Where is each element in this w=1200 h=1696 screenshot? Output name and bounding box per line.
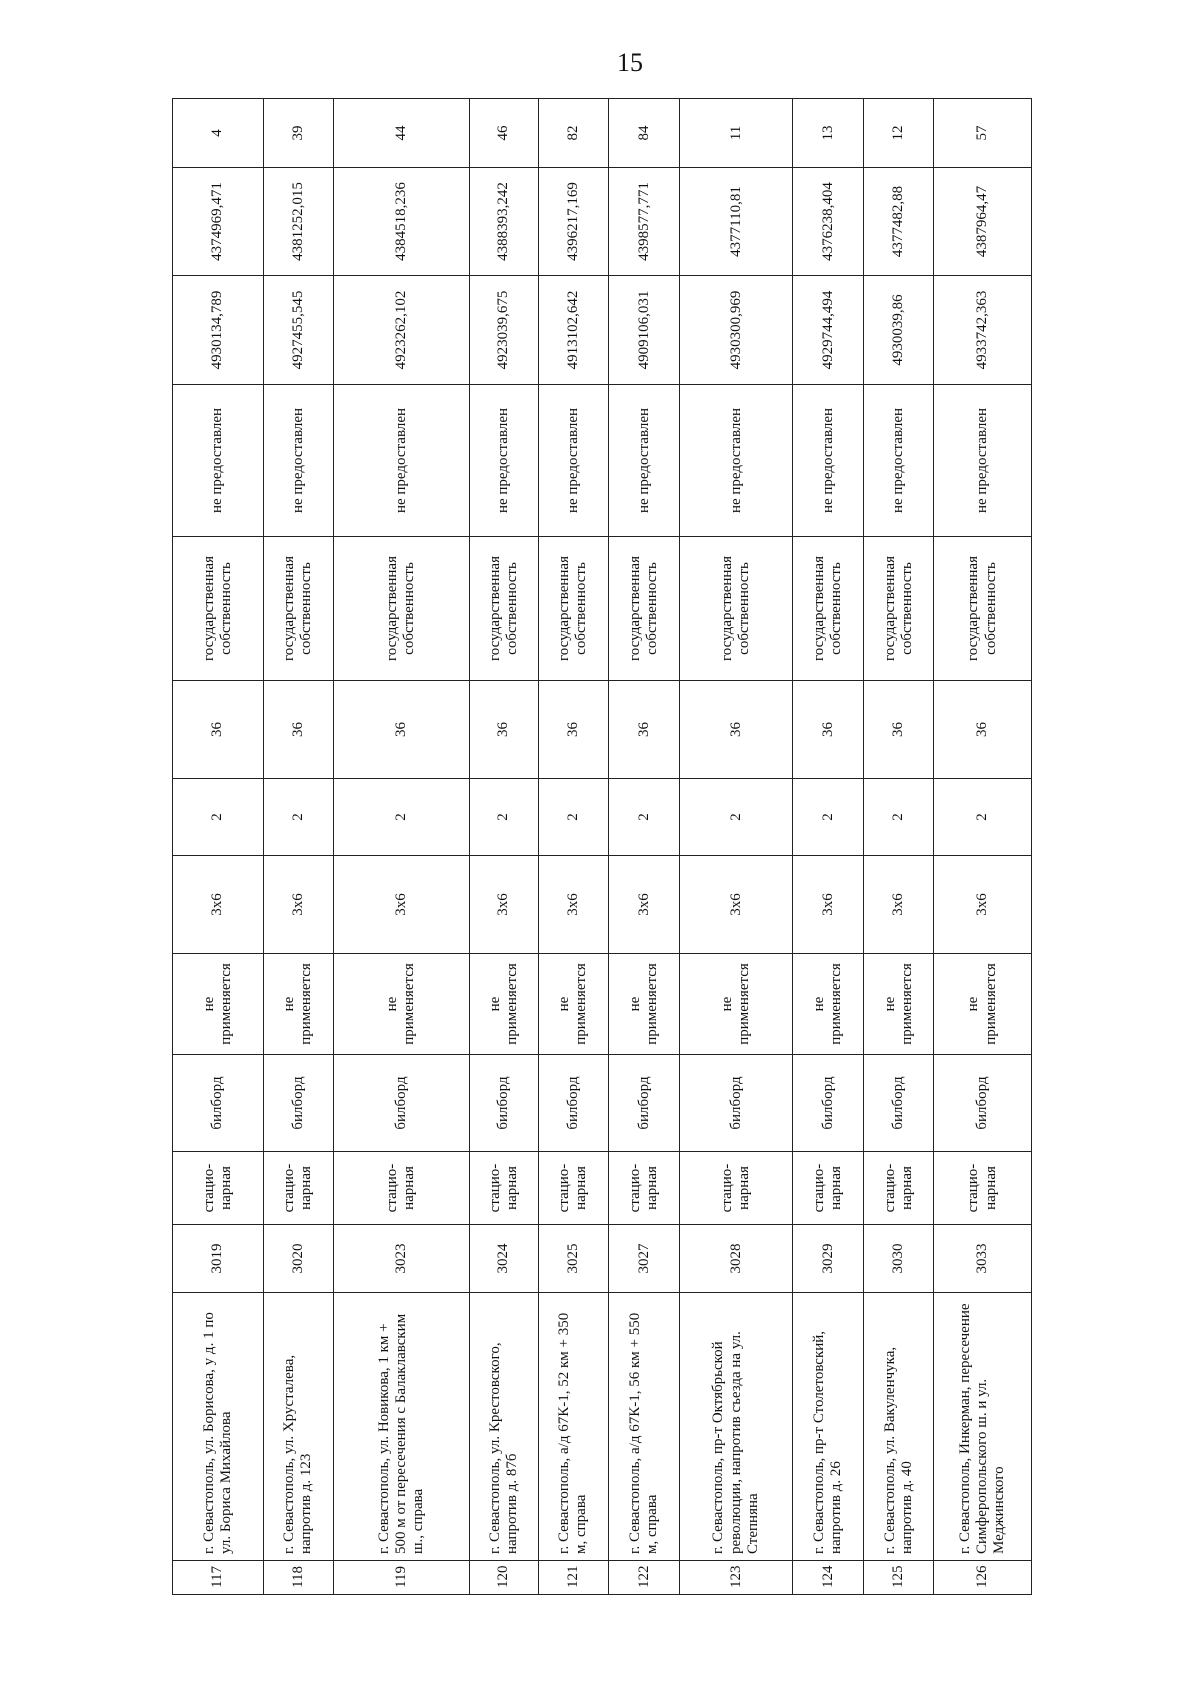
- sides-count: 2: [680, 779, 793, 856]
- ownership: государственная собственность: [609, 537, 680, 681]
- address-cell: г. Севастополь, ул. Вакуленчука, напротив д. 40: [864, 1293, 934, 1561]
- row-number: 119: [334, 1561, 470, 1595]
- construction-kind: билборд: [538, 1055, 608, 1152]
- ownership: государственная собственность: [334, 537, 470, 681]
- construction-id: 3029: [793, 1225, 864, 1293]
- row-number: 126: [934, 1561, 1032, 1595]
- cadastral-number: не предоставлен: [173, 385, 264, 537]
- surface-size: 3x6: [609, 856, 680, 954]
- lighting: не применяется: [538, 954, 608, 1055]
- coordinate-y: 4388393,242: [469, 168, 538, 276]
- map-reference: 4: [173, 99, 264, 168]
- sides-count: 2: [538, 779, 608, 856]
- table-row: [609, 99, 680, 1595]
- surface-size: 3x6: [469, 856, 538, 954]
- address-cell: г. Севастополь, ул. Хрусталева, напротив д. 123: [263, 1293, 333, 1561]
- surface-area: 36: [538, 681, 608, 779]
- address-cell: г. Севастополь, а/д 67К-1, 52 км + 350 м, справа: [538, 1293, 608, 1561]
- construction-id: 3027: [609, 1225, 680, 1293]
- coordinate-y: 4376238,404: [793, 168, 864, 276]
- coordinate-x: 4930134,789: [173, 276, 264, 385]
- cadastral-number: не предоставлен: [538, 385, 608, 537]
- coordinate-y: 4377110,81: [680, 168, 793, 276]
- construction-id: 3025: [538, 1225, 608, 1293]
- construction-id: 3024: [469, 1225, 538, 1293]
- row-number: 123: [680, 1561, 793, 1595]
- construction-type: стацио-нарная: [793, 1152, 864, 1225]
- lighting: не применяется: [263, 954, 333, 1055]
- lighting: не применяется: [680, 954, 793, 1055]
- construction-kind: билборд: [680, 1055, 793, 1152]
- construction-type: стацио-нарная: [864, 1152, 934, 1225]
- table-row: [263, 99, 333, 1595]
- map-reference: 57: [934, 99, 1032, 168]
- lighting: не применяется: [864, 954, 934, 1055]
- map-reference: 11: [680, 99, 793, 168]
- surface-size: 3x6: [538, 856, 608, 954]
- address-cell: г. Севастополь, ул. Борисова, у д. 1 по ул. Бориса Михайлова: [173, 1293, 264, 1561]
- cadastral-number: не предоставлен: [680, 385, 793, 537]
- construction-type: стацио-нарная: [334, 1152, 470, 1225]
- rotated-table-frame: [172, 99, 1032, 1595]
- table-row: [934, 99, 1032, 1595]
- address-cell: г. Севастополь, Инкерман, пересечение Симферопольского ш. и ул. Меджинского: [934, 1293, 1032, 1561]
- lighting: не применяется: [934, 954, 1032, 1055]
- surface-area: 36: [469, 681, 538, 779]
- ownership: государственная собственность: [864, 537, 934, 681]
- surface-size: 3x6: [864, 856, 934, 954]
- address-cell: г. Севастополь, ул. Новикова, 1 км + 500 м от пересечения с Балаклавским ш., справа: [334, 1293, 470, 1561]
- surface-area: 36: [934, 681, 1032, 779]
- construction-id: 3033: [934, 1225, 1032, 1293]
- registry-table-container: [172, 99, 1032, 1595]
- surface-area: 36: [263, 681, 333, 779]
- sides-count: 2: [334, 779, 470, 856]
- construction-kind: билборд: [609, 1055, 680, 1152]
- map-reference: 39: [263, 99, 333, 168]
- ownership: государственная собственность: [934, 537, 1032, 681]
- cadastral-number: не предоставлен: [793, 385, 864, 537]
- coordinate-x: 4927455,545: [263, 276, 333, 385]
- address-cell: г. Севастополь, ул. Крестовского, напротив д. 87б: [469, 1293, 538, 1561]
- ownership: государственная собственность: [793, 537, 864, 681]
- table-row: [864, 99, 934, 1595]
- coordinate-x: 4930039,86: [864, 276, 934, 385]
- table-row: [334, 99, 470, 1595]
- sides-count: 2: [173, 779, 264, 856]
- coordinate-x: 4923039,675: [469, 276, 538, 385]
- surface-area: 36: [609, 681, 680, 779]
- map-reference: 13: [793, 99, 864, 168]
- surface-area: 36: [173, 681, 264, 779]
- coordinate-y: 4374969,471: [173, 168, 264, 276]
- map-reference: 12: [864, 99, 934, 168]
- table-row: [680, 99, 793, 1595]
- construction-type: стацио-нарная: [263, 1152, 333, 1225]
- row-number: 121: [538, 1561, 608, 1595]
- construction-kind: билборд: [263, 1055, 333, 1152]
- surface-size: 3x6: [680, 856, 793, 954]
- lighting: не применяется: [334, 954, 470, 1055]
- sides-count: 2: [934, 779, 1032, 856]
- surface-area: 36: [864, 681, 934, 779]
- coordinate-x: 4929744,494: [793, 276, 864, 385]
- map-reference: 82: [538, 99, 608, 168]
- cadastral-number: не предоставлен: [469, 385, 538, 537]
- cadastral-number: не предоставлен: [263, 385, 333, 537]
- row-number: 120: [469, 1561, 538, 1595]
- page-number: 15: [617, 48, 643, 77]
- cadastral-number: не предоставлен: [934, 385, 1032, 537]
- coordinate-x: 4930300,969: [680, 276, 793, 385]
- surface-size: 3x6: [263, 856, 333, 954]
- construction-type: стацио-нарная: [469, 1152, 538, 1225]
- cadastral-number: не предоставлен: [864, 385, 934, 537]
- construction-kind: билборд: [334, 1055, 470, 1152]
- construction-kind: билборд: [934, 1055, 1032, 1152]
- row-number: 117: [173, 1561, 264, 1595]
- address-cell: г. Севастополь, пр-т Октябрьской революции, напротив съезда на ул. Степняна: [680, 1293, 793, 1561]
- lighting: не применяется: [173, 954, 264, 1055]
- address-cell: г. Севастополь, пр-т Столетовский, напротив д. 26: [793, 1293, 864, 1561]
- construction-type: стацио-нарная: [680, 1152, 793, 1225]
- construction-type: стацио-нарная: [934, 1152, 1032, 1225]
- construction-id: 3028: [680, 1225, 793, 1293]
- coordinate-y: 4398577,771: [609, 168, 680, 276]
- surface-size: 3x6: [334, 856, 470, 954]
- sides-count: 2: [469, 779, 538, 856]
- coordinate-y: 4384518,236: [334, 168, 470, 276]
- cadastral-number: не предоставлен: [609, 385, 680, 537]
- lighting: не применяется: [793, 954, 864, 1055]
- map-reference: 44: [334, 99, 470, 168]
- construction-id: 3023: [334, 1225, 470, 1293]
- ownership: государственная собственность: [263, 537, 333, 681]
- construction-id: 3020: [263, 1225, 333, 1293]
- table-row: [538, 99, 608, 1595]
- map-reference: 84: [609, 99, 680, 168]
- construction-type: стацио-нарная: [609, 1152, 680, 1225]
- address-cell: г. Севастополь, а/д 67К-1, 56 км + 550 м, справа: [609, 1293, 680, 1561]
- ownership: государственная собственность: [538, 537, 608, 681]
- ownership: государственная собственность: [680, 537, 793, 681]
- coordinate-x: 4909106,031: [609, 276, 680, 385]
- construction-type: стацио-нарная: [538, 1152, 608, 1225]
- coordinate-x: 4923262,102: [334, 276, 470, 385]
- construction-id: 3019: [173, 1225, 264, 1293]
- row-number: 124: [793, 1561, 864, 1595]
- ownership: государственная собственность: [469, 537, 538, 681]
- table-row: [469, 99, 538, 1595]
- lighting: не применяется: [609, 954, 680, 1055]
- surface-area: 36: [793, 681, 864, 779]
- coordinate-x: 4933742,363: [934, 276, 1032, 385]
- construction-type: стацио-нарная: [173, 1152, 264, 1225]
- cadastral-number: не предоставлен: [334, 385, 470, 537]
- surface-size: 3x6: [173, 856, 264, 954]
- ownership: государственная собственность: [173, 537, 264, 681]
- map-reference: 46: [469, 99, 538, 168]
- surface-area: 36: [680, 681, 793, 779]
- construction-kind: билборд: [793, 1055, 864, 1152]
- construction-kind: билборд: [173, 1055, 264, 1152]
- surface-area: 36: [334, 681, 470, 779]
- row-number: 118: [263, 1561, 333, 1595]
- coordinate-x: 4913102,642: [538, 276, 608, 385]
- sides-count: 2: [864, 779, 934, 856]
- construction-kind: билборд: [864, 1055, 934, 1152]
- construction-id: 3030: [864, 1225, 934, 1293]
- row-number: 122: [609, 1561, 680, 1595]
- sides-count: 2: [263, 779, 333, 856]
- row-number: 125: [864, 1561, 934, 1595]
- coordinate-y: 4381252,015: [263, 168, 333, 276]
- construction-kind: билборд: [469, 1055, 538, 1152]
- registry-table: [172, 98, 1032, 1595]
- table-row: [173, 99, 264, 1595]
- table-row: [793, 99, 864, 1595]
- sides-count: 2: [609, 779, 680, 856]
- sides-count: 2: [793, 779, 864, 856]
- surface-size: 3x6: [934, 856, 1032, 954]
- coordinate-y: 4387964,47: [934, 168, 1032, 276]
- surface-size: 3x6: [793, 856, 864, 954]
- lighting: не применяется: [469, 954, 538, 1055]
- coordinate-y: 4377482,88: [864, 168, 934, 276]
- coordinate-y: 4396217,169: [538, 168, 608, 276]
